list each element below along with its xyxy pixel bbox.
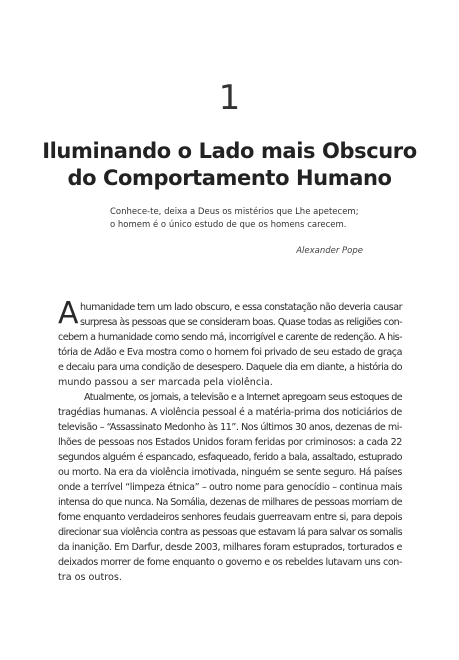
text-line: televisão – “Assassinato Medonho às 11”. Nos últimos 30 anos, dezenas de mi- xyxy=(58,422,402,433)
epigraph-quote xyxy=(110,206,365,232)
text-line: direcionar sua violência contra as pessoas que estavam lá para salvar os somalis xyxy=(58,527,402,538)
text-line: tória de Adão e Eva mostra como o homem foi privado de seu estado de graça xyxy=(58,347,402,358)
paragraph xyxy=(58,296,402,390)
text-line: e decaiu para uma condição de desespero. Daquele dia em diante, a história do xyxy=(58,362,402,373)
text-line: intensa do que nunca. Na Somália, dezenas de milhares de pessoas morriam de xyxy=(58,497,402,508)
text-line: onde a terrível “limpeza étnica” – outro nome para genocídio – continua mais xyxy=(58,482,402,493)
chapter-title-line: do Comportamento Humano xyxy=(67,166,392,190)
epigraph-author: Alexander Pope xyxy=(296,246,363,256)
text-line: cebem a humanidade como sendo má, incorrigível e carente de redenção. A his- xyxy=(58,332,402,343)
text-line: ou morto. Na era da violência imotivada, ninguém se sente seguro. Há países xyxy=(58,467,402,478)
epigraph-line: Conhece-te, deixa a Deus os mistérios que Lhe apetecem; xyxy=(110,207,359,217)
chapter-title xyxy=(40,138,419,192)
text-line: surpresa às pessoas que se consideram boas. Quase todas as religiões con- xyxy=(80,317,402,328)
chapter-number: 1 xyxy=(218,78,241,118)
text-line: tragédias humanas. A violência pessoal é a matéria-prima dos noticiários de xyxy=(58,407,402,418)
text-line: mundo passou a ser marcada pela violência. xyxy=(58,377,273,388)
paragraph xyxy=(58,390,402,585)
epigraph-line: o homem é o único estudo de que os homens carecem. xyxy=(110,220,347,230)
drop-cap: A xyxy=(58,296,79,331)
text-line: tra os outros. xyxy=(58,572,122,583)
text-line: segundos alguém é espancado, esfaqueado, ferido a bala, assaltado, estuprado xyxy=(58,452,402,463)
chapter-title-line: Iluminando o Lado mais Obscuro xyxy=(42,139,417,163)
text-line: deixados morrer de fome enquanto o governo e os rebeldes lutavam uns con- xyxy=(58,557,402,568)
text-line: Atualmente, os jornais, a televisão e a Internet apregoam seus estoques de xyxy=(84,392,402,403)
text-line: humanidade tem um lado obscuro, e essa constatação não deveria causar xyxy=(80,302,402,313)
text-line: lhões de pessoas nos Estados Unidos foram feridas por criminosos: a cada 22 xyxy=(58,437,402,448)
body-text xyxy=(58,296,402,585)
text-line: fome enquanto verdadeiros senhores feudais guerreavam entre si, para depois xyxy=(58,512,402,523)
text-line: da inanição. Em Darfur, desde 2003, milhares foram estuprados, torturados e xyxy=(58,542,402,553)
